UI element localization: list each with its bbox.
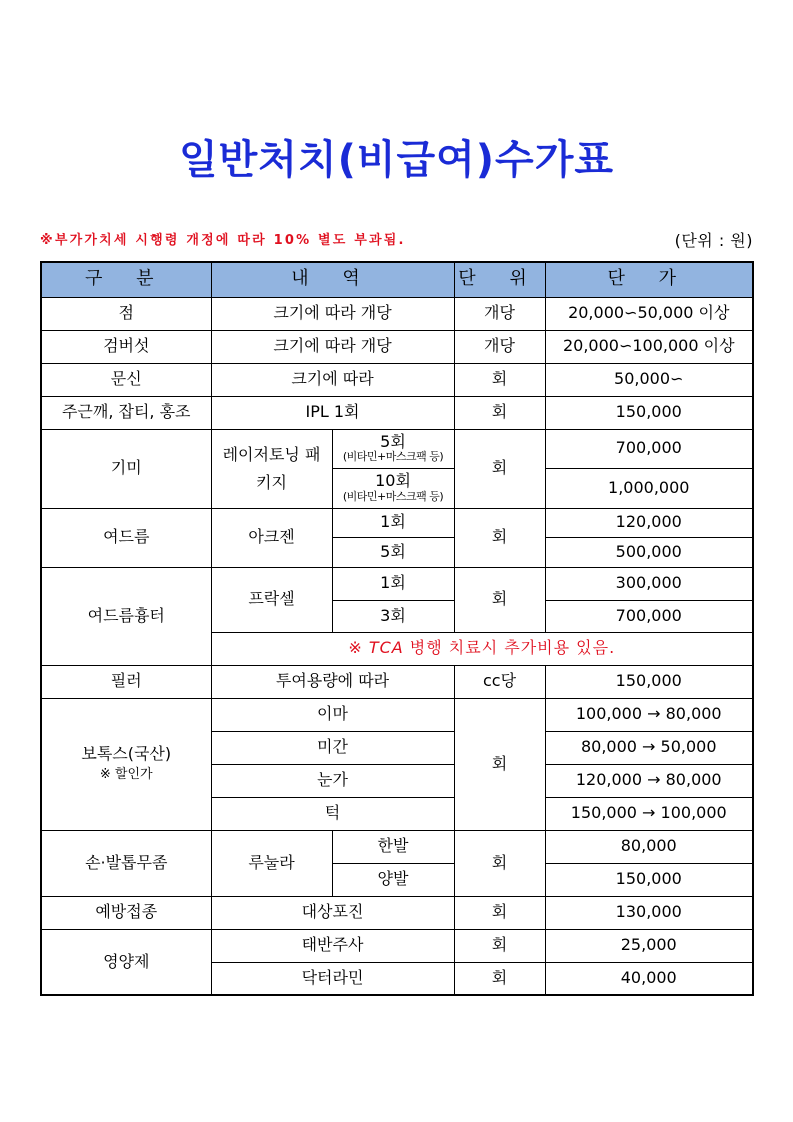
note-mark: ※	[348, 638, 363, 658]
row-detail: 태반주사	[211, 929, 454, 962]
page-title: 일반처치(비급여)수가표	[179, 137, 614, 183]
row-category: 예방접종	[41, 896, 211, 929]
vat-notice: ※부가가치세 시행령 개정에 따라 10% 별도 부과됨.	[40, 233, 406, 248]
row-price: 40,000	[545, 962, 753, 995]
row-unit: 회	[454, 929, 545, 962]
row-option: 한발	[332, 830, 454, 863]
row-category: 주근깨, 잡티, 홍조	[41, 396, 211, 429]
row-price: 20,000∽50,000 이상	[545, 297, 753, 330]
row-detail: 닥터라민	[211, 962, 454, 995]
row-price: 700,000	[545, 429, 753, 468]
row-detail: 미간	[211, 731, 454, 764]
table-row	[41, 396, 753, 429]
row-category	[41, 698, 211, 830]
tca-note	[211, 632, 753, 665]
table-row	[41, 508, 753, 537]
note-tca: TCA	[368, 638, 404, 658]
option-note: (비타민+마스크팩 등)	[342, 450, 444, 464]
row-unit: 회	[454, 363, 545, 396]
table-row	[41, 330, 753, 363]
row-category: 점	[41, 297, 211, 330]
row-price: 80,000	[545, 830, 753, 863]
option-note: (비타민+마스크팩 등)	[342, 489, 444, 503]
table-row	[41, 896, 753, 929]
row-detail: 루눌라	[211, 830, 332, 896]
row-price: 100,000 → 80,000	[545, 698, 753, 731]
row-price: 25,000	[545, 929, 753, 962]
row-category: 문신	[41, 363, 211, 396]
row-unit: cc당	[454, 665, 545, 698]
row-option	[332, 429, 454, 468]
table-row	[41, 297, 753, 330]
row-price: 120,000	[545, 508, 753, 537]
option-sessions: 10회	[375, 471, 411, 491]
table-row	[41, 363, 753, 396]
row-category: 여드름	[41, 508, 211, 567]
botox-category: 보톡스(국산)	[81, 744, 172, 764]
row-unit: 회	[454, 962, 545, 995]
row-unit: 회	[454, 567, 545, 632]
row-detail	[211, 429, 332, 508]
row-price: 20,000∽100,000 이상	[545, 330, 753, 363]
row-option: 1회	[332, 567, 454, 600]
table-row	[41, 665, 753, 698]
table-row	[41, 929, 753, 962]
row-price: 150,000 → 100,000	[545, 797, 753, 830]
row-price: 500,000	[545, 537, 753, 567]
row-detail: 이마	[211, 698, 454, 731]
row-category: 손·발톱무좀	[41, 830, 211, 896]
unit-label: (단위 : 원)	[674, 231, 753, 250]
table-header-row	[41, 262, 753, 297]
row-price: 150,000	[545, 863, 753, 896]
row-price: 1,000,000	[545, 468, 753, 508]
row-unit: 회	[454, 830, 545, 896]
table-row	[41, 698, 753, 731]
row-price: 130,000	[545, 896, 753, 929]
table-row	[41, 567, 753, 600]
table-row	[41, 830, 753, 863]
row-category: 필러	[41, 665, 211, 698]
row-category: 기미	[41, 429, 211, 508]
note-text: 병행 치료시 추가비용 있음.	[409, 638, 616, 658]
row-detail: 아크젠	[211, 508, 332, 567]
row-category: 검버섯	[41, 330, 211, 363]
row-option: 양발	[332, 863, 454, 896]
row-option: 1회	[332, 508, 454, 537]
row-detail: 대상포진	[211, 896, 454, 929]
row-detail: IPL 1회	[211, 396, 454, 429]
row-price: 300,000	[545, 567, 753, 600]
row-detail: 크기에 따라 개당	[211, 330, 454, 363]
row-unit: 회	[454, 508, 545, 567]
row-price: 80,000 → 50,000	[545, 731, 753, 764]
row-unit: 개당	[454, 297, 545, 330]
row-unit: 회	[454, 429, 545, 508]
price-table	[40, 261, 754, 996]
row-detail: 크기에 따라 개당	[211, 297, 454, 330]
table-row	[41, 429, 753, 468]
row-price: 120,000 → 80,000	[545, 764, 753, 797]
row-unit: 회	[454, 396, 545, 429]
row-price: 150,000	[545, 396, 753, 429]
row-category: 여드름흉터	[41, 567, 211, 665]
row-price: 700,000	[545, 600, 753, 632]
row-detail: 턱	[211, 797, 454, 830]
row-option	[332, 468, 454, 508]
row-option: 3회	[332, 600, 454, 632]
header-category: 구 분	[41, 262, 211, 297]
row-detail: 프락셀	[211, 567, 332, 632]
header-price: 단 가	[545, 262, 753, 297]
row-unit: 회	[454, 698, 545, 830]
row-detail: 투여용량에 따라	[211, 665, 454, 698]
row-option: 5회	[332, 537, 454, 567]
package-label: 레이저토닝 패키지	[222, 445, 321, 492]
row-category: 영양제	[41, 929, 211, 995]
discount-label: ※ 할인가	[99, 766, 153, 782]
row-unit: 회	[454, 896, 545, 929]
option-sessions: 5회	[380, 431, 406, 451]
row-detail: 크기에 따라	[211, 363, 454, 396]
row-price: 50,000∽	[545, 363, 753, 396]
row-unit: 개당	[454, 330, 545, 363]
header-detail: 내 역	[211, 262, 454, 297]
header-unit: 단 위	[454, 262, 545, 297]
row-price: 150,000	[545, 665, 753, 698]
row-detail: 눈가	[211, 764, 454, 797]
